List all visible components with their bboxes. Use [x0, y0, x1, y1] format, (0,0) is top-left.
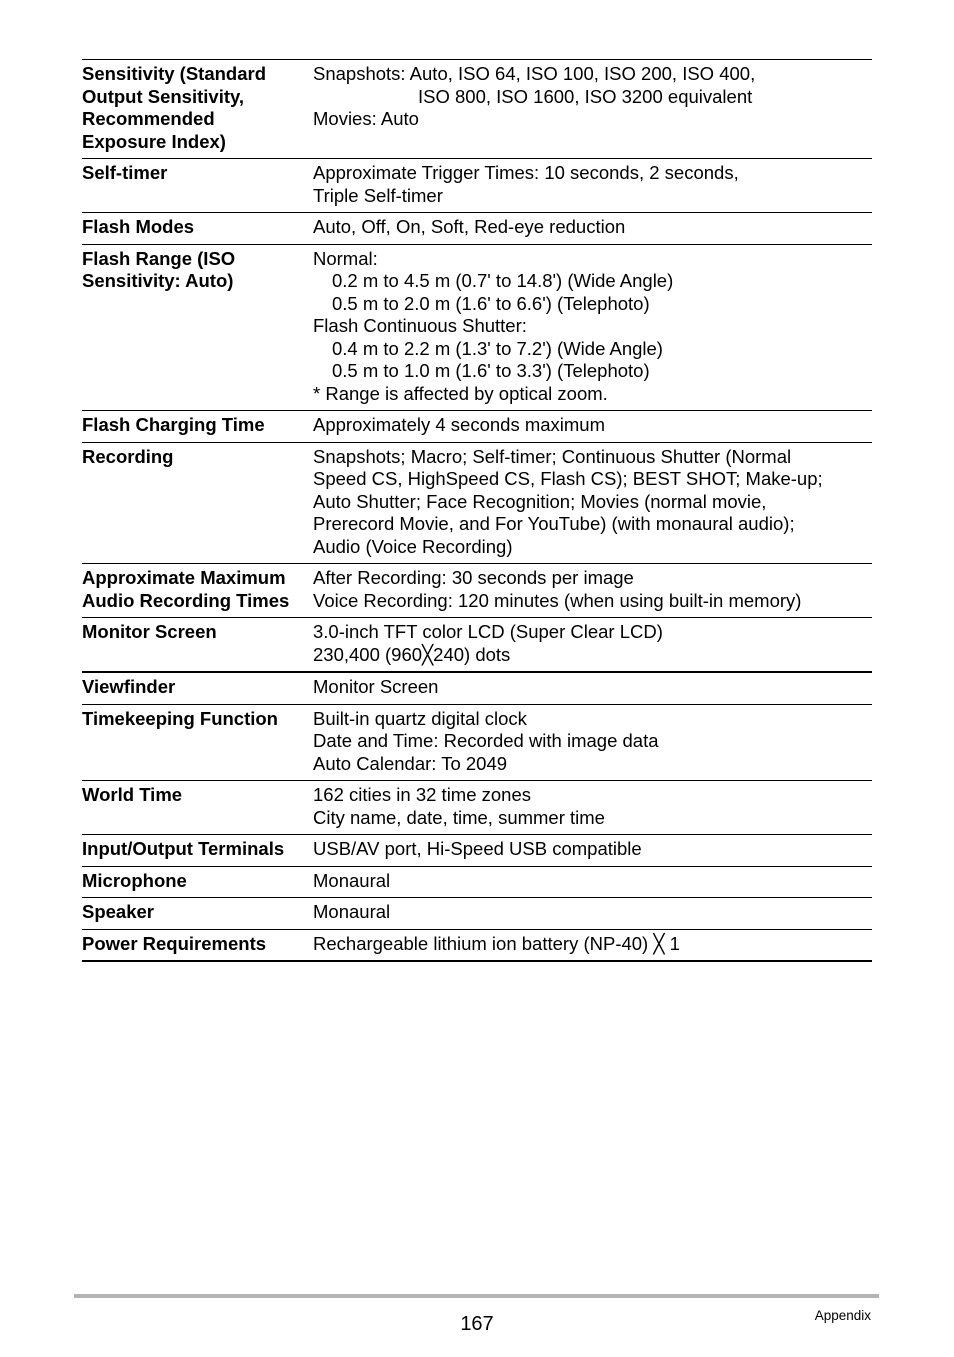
label-line: Sensitivity (Standard	[82, 63, 267, 84]
value-line: Monaural	[313, 901, 391, 922]
spec-value	[313, 676, 872, 699]
label-line: Speaker	[82, 901, 154, 922]
spec-row-recording	[82, 443, 872, 565]
spec-row-speaker	[82, 898, 872, 930]
section-name: Appendix	[814, 1308, 871, 1323]
value-line: Approximate Trigger Times: 10 seconds, 2 seconds,	[313, 162, 739, 183]
label-line: Flash Charging Time	[82, 414, 265, 435]
spec-row-monitor-screen	[82, 618, 872, 673]
value-line: Auto Calendar: To 2049	[313, 752, 508, 774]
spec-value	[313, 621, 872, 666]
spec-label	[82, 63, 313, 153]
label-line: World Time	[82, 784, 183, 805]
value-line: Monaural	[313, 869, 391, 891]
spec-table	[82, 59, 872, 962]
value-line: Normal:	[313, 247, 378, 269]
value-line: Movies: Auto	[313, 108, 419, 129]
spec-row-power	[82, 930, 872, 963]
value-line: 162 cities in 32 time zones	[313, 784, 532, 805]
value-line: Snapshots; Macro; Self-timer; Continuous Shutter (Normal	[313, 445, 792, 467]
value-line: Audio (Voice Recording)	[313, 535, 513, 557]
spec-row-audio-recording	[82, 564, 872, 618]
spec-value	[313, 248, 872, 406]
spec-label	[82, 446, 313, 559]
value-line: Rechargeable lithium ion battery (NP-40) ╳ 1	[313, 932, 680, 954]
spec-value	[313, 414, 872, 437]
label-line: Timekeeping Function	[82, 707, 278, 729]
spec-label	[82, 621, 313, 666]
value-line: ISO 800, ISO 1600, ISO 3200 equivalent	[418, 85, 753, 107]
label-line: Monitor Screen	[82, 621, 217, 642]
spec-row-viewfinder	[82, 673, 872, 705]
spec-label	[82, 248, 313, 406]
label-line: Flash Modes	[82, 216, 195, 237]
value-line: 3.0-inch TFT color LCD (Super Clear LCD)	[313, 621, 663, 642]
label-line: Recommended	[82, 108, 215, 129]
value-line: Snapshots: Auto, ISO 64, ISO 100, ISO 200, ISO 400,	[313, 63, 756, 84]
value-line: Date and Time: Recorded with image data	[313, 730, 659, 751]
value-line: Built-in quartz digital clock	[313, 707, 527, 729]
spec-value	[313, 870, 872, 893]
label-line: Audio Recording Times	[82, 589, 290, 611]
label-line: Viewfinder	[82, 676, 176, 697]
value-line: After Recording: 30 seconds per image	[313, 567, 634, 588]
footer-divider	[74, 1294, 879, 1298]
value-line: Prerecord Movie, and For YouTube) (with monaural audio);	[313, 513, 795, 534]
spec-row-self-timer	[82, 159, 872, 213]
value-line: Flash Continuous Shutter:	[313, 315, 527, 336]
spec-label	[82, 870, 313, 893]
value-line: Triple Self-timer	[313, 184, 443, 206]
spec-value	[313, 838, 872, 861]
value-line: Voice Recording: 120 minutes (when using built-in memory)	[313, 589, 802, 611]
value-line: Auto Shutter; Face Recognition; Movies (normal movie,	[313, 490, 767, 512]
spec-row-microphone	[82, 867, 872, 899]
value-line: 0.4 m to 2.2 m (1.3' to 7.2') (Wide Angle)	[332, 337, 663, 359]
label-line: Microphone	[82, 869, 187, 891]
page-number: 167	[460, 1313, 494, 1335]
spec-label	[82, 162, 313, 207]
label-line: Output Sensitivity,	[82, 85, 245, 107]
spec-row-sensitivity	[82, 60, 872, 159]
spec-label	[82, 901, 313, 924]
spec-value	[313, 567, 872, 612]
label-line: Recording	[82, 445, 174, 467]
spec-value	[313, 708, 872, 776]
value-line: 0.5 m to 2.0 m (1.6' to 6.6') (Telephoto)	[332, 292, 650, 314]
spec-label	[82, 838, 313, 861]
spec-row-timekeeping	[82, 705, 872, 782]
spec-row-world-time	[82, 781, 872, 835]
spec-value	[313, 216, 872, 239]
value-line: Monitor Screen	[313, 676, 439, 697]
spec-value	[313, 162, 872, 207]
label-line: Self-timer	[82, 162, 168, 183]
spec-label	[82, 414, 313, 437]
label-line: Input/Output Terminals	[82, 838, 285, 859]
value-line: Auto, Off, On, Soft, Red-eye reduction	[313, 216, 626, 237]
spec-label	[82, 784, 313, 829]
spec-row-io-terminals	[82, 835, 872, 867]
spec-label	[82, 676, 313, 699]
spec-label	[82, 708, 313, 776]
spec-value	[313, 446, 872, 559]
spec-label	[82, 216, 313, 239]
value-line: 230,400 (960╳240) dots	[313, 643, 511, 665]
label-line: Sensitivity: Auto)	[82, 270, 234, 291]
spec-value	[313, 784, 872, 829]
spec-value	[313, 901, 872, 924]
spec-label	[82, 567, 313, 612]
label-line: Flash Range (ISO	[82, 247, 236, 269]
value-note: * Range is affected by optical zoom.	[313, 382, 608, 404]
value-line: Approximately 4 seconds maximum	[313, 414, 605, 435]
label-line: Exposure Index)	[82, 130, 226, 152]
spec-label	[82, 933, 313, 956]
spec-value	[313, 933, 872, 956]
value-line: 0.5 m to 1.0 m (1.6' to 3.3') (Telephoto)	[332, 360, 650, 381]
value-line: Speed CS, HighSpeed CS, Flash CS); BEST SHOT; Make-up;	[313, 468, 823, 489]
label-line: Power Requirements	[82, 932, 267, 954]
spec-row-flash-modes	[82, 213, 872, 245]
value-line: USB/AV port, Hi-Speed USB compatible	[313, 838, 642, 859]
value-line: City name, date, time, summer time	[313, 806, 605, 828]
label-line: Approximate Maximum	[82, 567, 286, 588]
value-line: 0.2 m to 4.5 m (0.7' to 14.8') (Wide Angle)	[332, 270, 674, 291]
spec-row-flash-charging	[82, 411, 872, 443]
spec-value	[313, 63, 872, 153]
spec-row-flash-range	[82, 245, 872, 412]
